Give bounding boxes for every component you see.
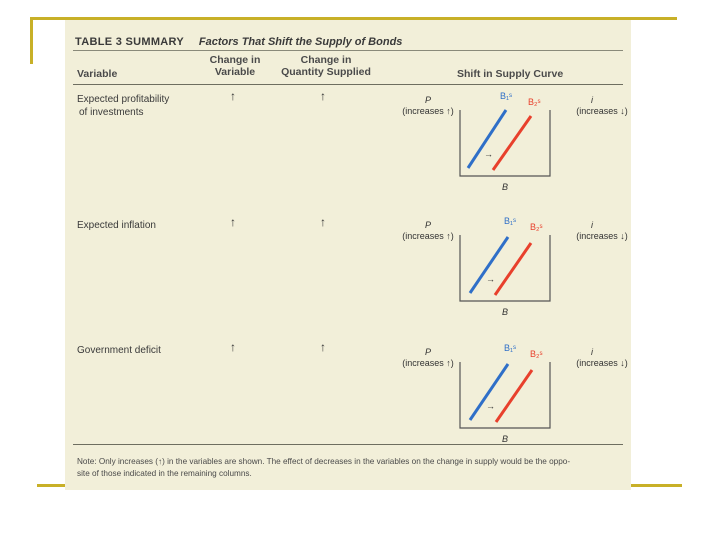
graph-axes <box>460 235 550 301</box>
graph-i-label: i <box>591 220 593 230</box>
note-line1: Note: Only increases (↑) in the variables are shown. The effect of decreases in the variables on the change in supply would be the oppo- <box>77 457 571 466</box>
row-1-supply-graph <box>390 88 630 210</box>
graph-p-label: P <box>424 95 432 105</box>
note-line2: site of those indicated in the remaining columns. <box>77 469 252 478</box>
graph-b-axis-label: B <box>502 182 509 192</box>
graph-p-note: (increases ↑) <box>402 231 454 241</box>
header-change-in-quantity <box>271 54 381 78</box>
graph-i-label: i <box>591 95 593 105</box>
curve-b2 <box>496 370 532 422</box>
header-shift-in-supply: Shift in Supply Curve <box>457 68 564 80</box>
graph-p-label: P <box>424 220 432 230</box>
row-1-change-arrow: ↑ <box>230 89 236 103</box>
row-1-quantity-arrow: ↑ <box>320 89 326 103</box>
graph-p-note: (increases ↑) <box>402 358 454 368</box>
graph-b1-label: B₁ˢ <box>500 91 513 101</box>
row-1-variable-line1: Expected profitability <box>77 94 170 105</box>
header-quantity-line2: Quantity Supplied <box>281 66 371 78</box>
graph-p-note: (increases ↑) <box>402 106 454 116</box>
row-1-variable-line2: of investments <box>79 107 144 118</box>
header-change-in-variable <box>200 54 270 78</box>
row-3-quantity-arrow: ↑ <box>320 340 326 354</box>
graph-axes <box>460 362 550 428</box>
row-2-quantity-arrow: ↑ <box>320 215 326 229</box>
table-title <box>75 32 402 50</box>
table-note <box>77 456 570 480</box>
graph-b1-label: B₁ˢ <box>504 343 517 353</box>
title-rule <box>73 50 623 51</box>
graph-p-label: P <box>424 347 432 357</box>
graph-axes <box>460 110 550 176</box>
row-2-change-arrow: ↑ <box>230 215 236 229</box>
shift-arrow: → <box>486 274 495 284</box>
graph-i-label: i <box>591 347 593 357</box>
table-title-label: TABLE 3 SUMMARY <box>75 36 184 48</box>
graph-b-axis-label: B <box>502 307 509 317</box>
header-variable: Variable <box>77 68 118 80</box>
row-2-variable: Expected inflation <box>77 220 156 231</box>
note-rule <box>73 444 623 445</box>
graph-b2-label: B₂ˢ <box>528 97 541 107</box>
header-change-line2: Variable <box>214 66 256 78</box>
header-change-line1: Change in <box>209 54 261 66</box>
table-scan <box>65 20 631 490</box>
shift-arrow: → <box>484 149 493 159</box>
frame-left-line <box>30 17 33 64</box>
graph-b2-label: B₂ˢ <box>530 349 543 359</box>
curve-b2 <box>493 116 531 170</box>
graph-i-note: (increases ↓) <box>576 231 628 241</box>
graph-b2-label: B₂ˢ <box>530 222 543 232</box>
row-1-variable <box>77 93 169 119</box>
graph-i-note: (increases ↓) <box>576 358 628 368</box>
row-3-variable: Government deficit <box>77 345 161 356</box>
row-3-change-arrow: ↑ <box>230 340 236 354</box>
shift-arrow: → <box>486 401 495 411</box>
graph-b-axis-label: B <box>502 434 509 444</box>
row-2-supply-graph <box>390 213 630 335</box>
graph-b1-label: B₁ˢ <box>504 216 517 226</box>
graph-i-note: (increases ↓) <box>576 106 628 116</box>
header-rule <box>73 84 623 85</box>
table-title-text: Factors That Shift the Supply of Bonds <box>198 36 403 48</box>
header-quantity-line1: Change in <box>300 54 352 66</box>
